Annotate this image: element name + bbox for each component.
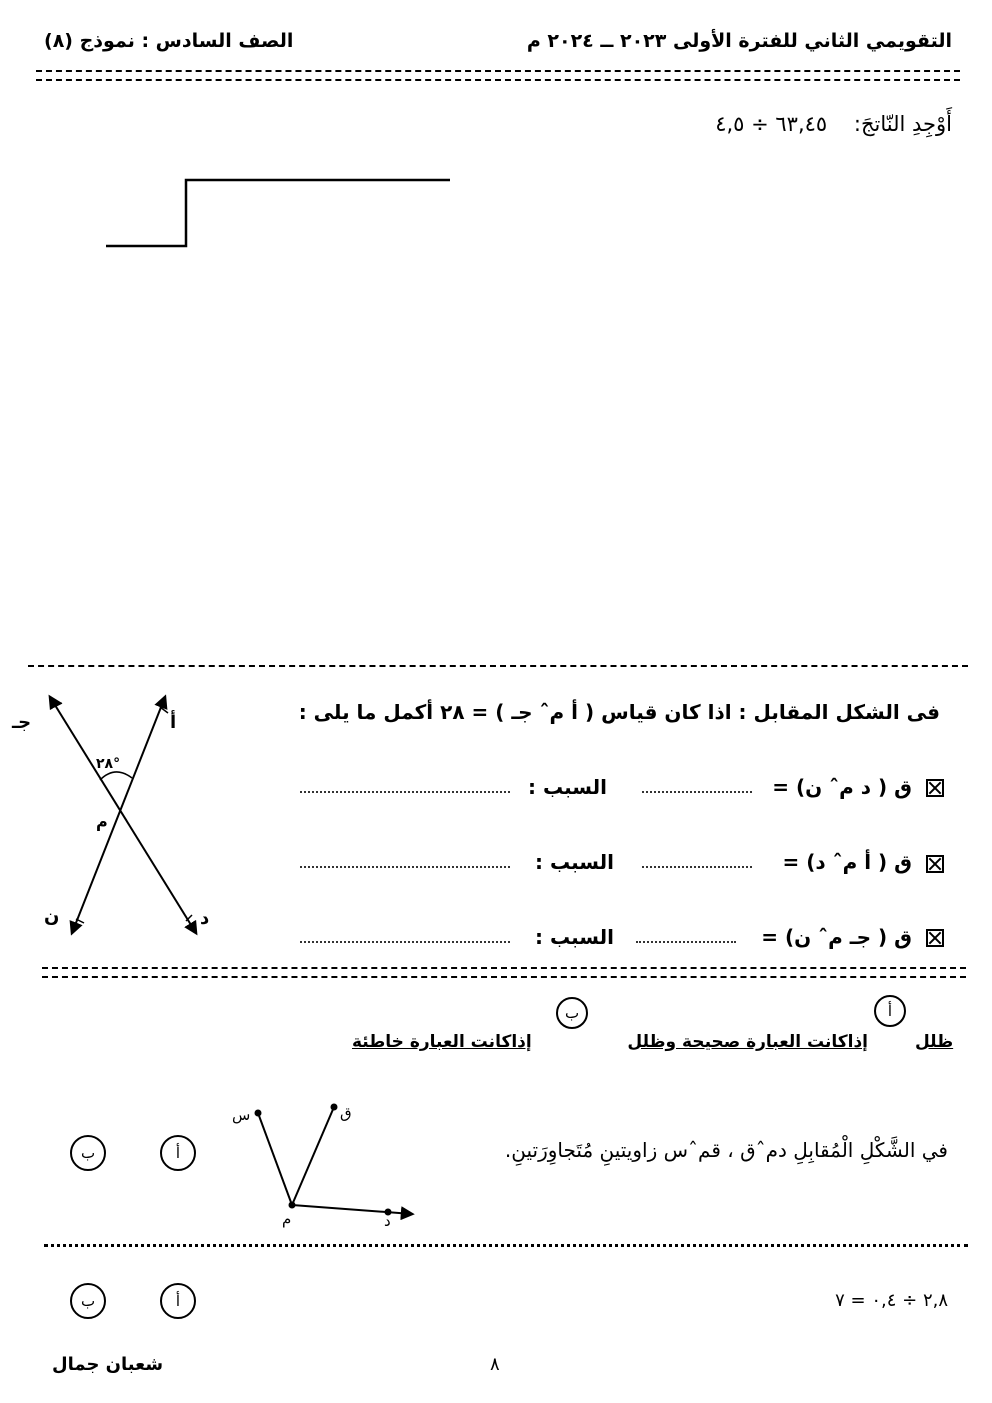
label-s: س (232, 1106, 251, 1124)
q2-item-1-lhs: ق ( د مˆ ن) = (772, 775, 912, 799)
label-m: م (96, 812, 108, 831)
q2-item-2-reason-label: السبب : (534, 850, 614, 874)
q2-item-3-lhs: ق ( جـ مˆ ن) = (761, 925, 912, 949)
q3-instruction-start: ظلل (915, 1032, 954, 1052)
author-name: شعبان جمال (52, 1354, 164, 1375)
option-a-button[interactable]: أ (160, 1135, 196, 1171)
header-separator (36, 70, 960, 81)
adjacent-angles-figure (220, 1085, 430, 1225)
label-d-2: د (384, 1212, 391, 1230)
label-n: ن (44, 906, 60, 927)
q1-expression: ٦٣,٤٥ ÷ ٤,٥ (715, 112, 828, 136)
option-a-sample-icon: أ (874, 995, 906, 1027)
q1-answer-area[interactable] (40, 270, 950, 650)
q2-item-2-answer[interactable] (642, 866, 752, 868)
angle-arc (100, 772, 132, 780)
q2-prompt: فى الشكل المقابل : اذا كان قياس ( أ مˆ جـ ) = ٢٨ أكمل ما يلى : (298, 700, 940, 724)
line-a-n (72, 697, 165, 933)
q3-instruction-mid: إذاكانت العبارة صحيحة وظلل (627, 1032, 868, 1052)
label-d: د (200, 908, 210, 929)
long-division-bracket (100, 170, 460, 260)
q2-item-1-reason[interactable] (300, 791, 510, 793)
q2-item-3-answer[interactable] (636, 941, 736, 943)
check-icon (926, 929, 944, 947)
option-b-button[interactable]: ب (70, 1135, 106, 1171)
option-a-button[interactable]: أ (160, 1283, 196, 1319)
q1-label: أَوْجِدِ النّاتجَ: (853, 112, 952, 136)
label-a: أ (170, 712, 177, 733)
q2-item-3-reason[interactable] (300, 941, 510, 943)
check-icon (926, 779, 944, 797)
item-separator (44, 1244, 968, 1247)
label-q: ق (340, 1104, 352, 1122)
q3-statement-2: ٢,٨ ÷ ٠,٤ = ٧ (835, 1290, 948, 1311)
check-icon (926, 855, 944, 873)
option-b-sample-icon: ب (556, 997, 588, 1029)
section-separator (28, 665, 968, 667)
label-angle: ٢٨° (96, 756, 121, 772)
q2-item-2-reason[interactable] (300, 866, 510, 868)
q2-item-1-reason-label: السبب : (527, 775, 607, 799)
page-number: ٨ (490, 1354, 500, 1375)
exam-title: التقويمي الثاني للفترة الأولى ٢٠٢٣ ــ ٢٠٢٤ م (526, 30, 952, 52)
label-m-2: م (282, 1210, 292, 1228)
q2-item-3-reason-label: السبب : (534, 925, 614, 949)
q2-item-1-answer[interactable] (642, 791, 752, 793)
section-separator (42, 967, 966, 978)
grade-label: الصف السادس : نموذج (٨) (44, 30, 294, 52)
q3-statement-1: في الشَّكْلِ الْمُقابِلِ دمˆق ، قمˆس زاويتينِ مُتَجاوِرَتينِ. (504, 1138, 948, 1162)
q2-item-2-lhs: ق ( أ مˆ د) = (782, 850, 912, 874)
option-b-button[interactable]: ب (70, 1283, 106, 1319)
q1-prompt (715, 112, 952, 136)
q3-instruction-end: إذاكانت العبارة خاطئة (352, 1032, 532, 1052)
label-j: جـ (12, 712, 32, 733)
